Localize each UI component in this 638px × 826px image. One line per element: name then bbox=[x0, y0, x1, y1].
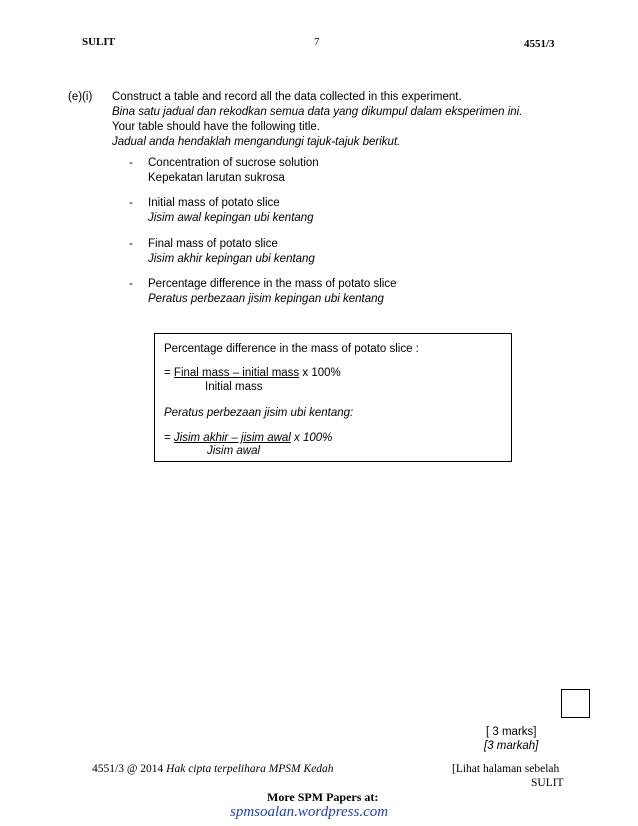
paper-code: 4551/3 bbox=[524, 38, 555, 50]
title-ms: Peratus perbezaan jisim kepingan ubi kentang bbox=[148, 293, 384, 305]
footer-next-page: [Lihat halaman sebelah bbox=[452, 763, 560, 775]
instruction-line: Your table should have the following title. bbox=[112, 121, 320, 133]
title-item bbox=[148, 277, 396, 307]
website-link[interactable]: spmsoalan.wordpress.com bbox=[230, 804, 389, 820]
marks-en: [ 3 marks] bbox=[486, 726, 537, 738]
formula-en-suffix: x 100% bbox=[299, 367, 341, 379]
copyright-prefix: 4551/3 @ 2014 bbox=[92, 763, 167, 775]
instruction-line: Bina satu jadual dan rekodkan semua data yang dikumpul dalam eksperimen ini. bbox=[112, 106, 523, 118]
title-item bbox=[148, 196, 314, 226]
page-number: 7 bbox=[314, 36, 320, 48]
formula-en-numerator-line bbox=[164, 366, 341, 381]
instruction-line: Construct a table and record all the data collected in this experiment. bbox=[112, 91, 462, 103]
formula-ms-heading: Peratus perbezaan jisim ubi kentang: bbox=[164, 407, 354, 419]
more-papers-label: More SPM Papers at: bbox=[267, 790, 379, 804]
title-dash: - bbox=[129, 197, 133, 209]
title-ms: Kepekatan larutan sukrosa bbox=[148, 172, 285, 184]
title-en: Concentration of sucrose solution bbox=[148, 157, 319, 169]
formula-ms-denominator: Jisim awal bbox=[207, 445, 261, 457]
footer-copyright bbox=[92, 763, 334, 775]
formula-ms-suffix: x 100% bbox=[290, 432, 333, 444]
instruction-line: Jadual anda hendaklah mengandungi tajuk-tajuk berikut. bbox=[112, 136, 401, 148]
title-en: Percentage difference in the mass of potato slice bbox=[148, 278, 397, 290]
title-en: Final mass of potato slice bbox=[148, 238, 278, 250]
marks-box[interactable] bbox=[561, 689, 590, 718]
instructions bbox=[112, 90, 522, 150]
title-item bbox=[148, 237, 315, 267]
formula-en-prefix: = bbox=[164, 367, 174, 379]
formula-ms-prefix: = bbox=[164, 432, 174, 444]
title-en: Initial mass of potato slice bbox=[148, 197, 280, 209]
title-dash: - bbox=[129, 278, 133, 290]
formula-en-numerator: Final mass – initial mass bbox=[173, 367, 300, 379]
title-ms: Jisim awal kepingan ubi kentang bbox=[148, 212, 314, 224]
formula-en-denominator: Initial mass bbox=[205, 381, 263, 393]
title-dash: - bbox=[129, 157, 133, 169]
question-number: (e)(i) bbox=[68, 91, 93, 103]
marks-ms: [3 markah] bbox=[484, 740, 539, 752]
title-ms: Jisim akhir kepingan ubi kentang bbox=[148, 253, 315, 265]
footer-sulit: SULIT bbox=[531, 777, 564, 789]
formula-heading: Percentage difference in the mass of potato slice : bbox=[164, 343, 419, 355]
title-dash: - bbox=[129, 238, 133, 250]
formula-ms-numerator: Jisim akhir – jisim awal bbox=[173, 432, 291, 444]
title-item bbox=[148, 156, 319, 186]
copyright-owner: Hak cipta terpelihara MPSM Kedah bbox=[166, 763, 334, 775]
header-sulit: SULIT bbox=[82, 36, 116, 48]
